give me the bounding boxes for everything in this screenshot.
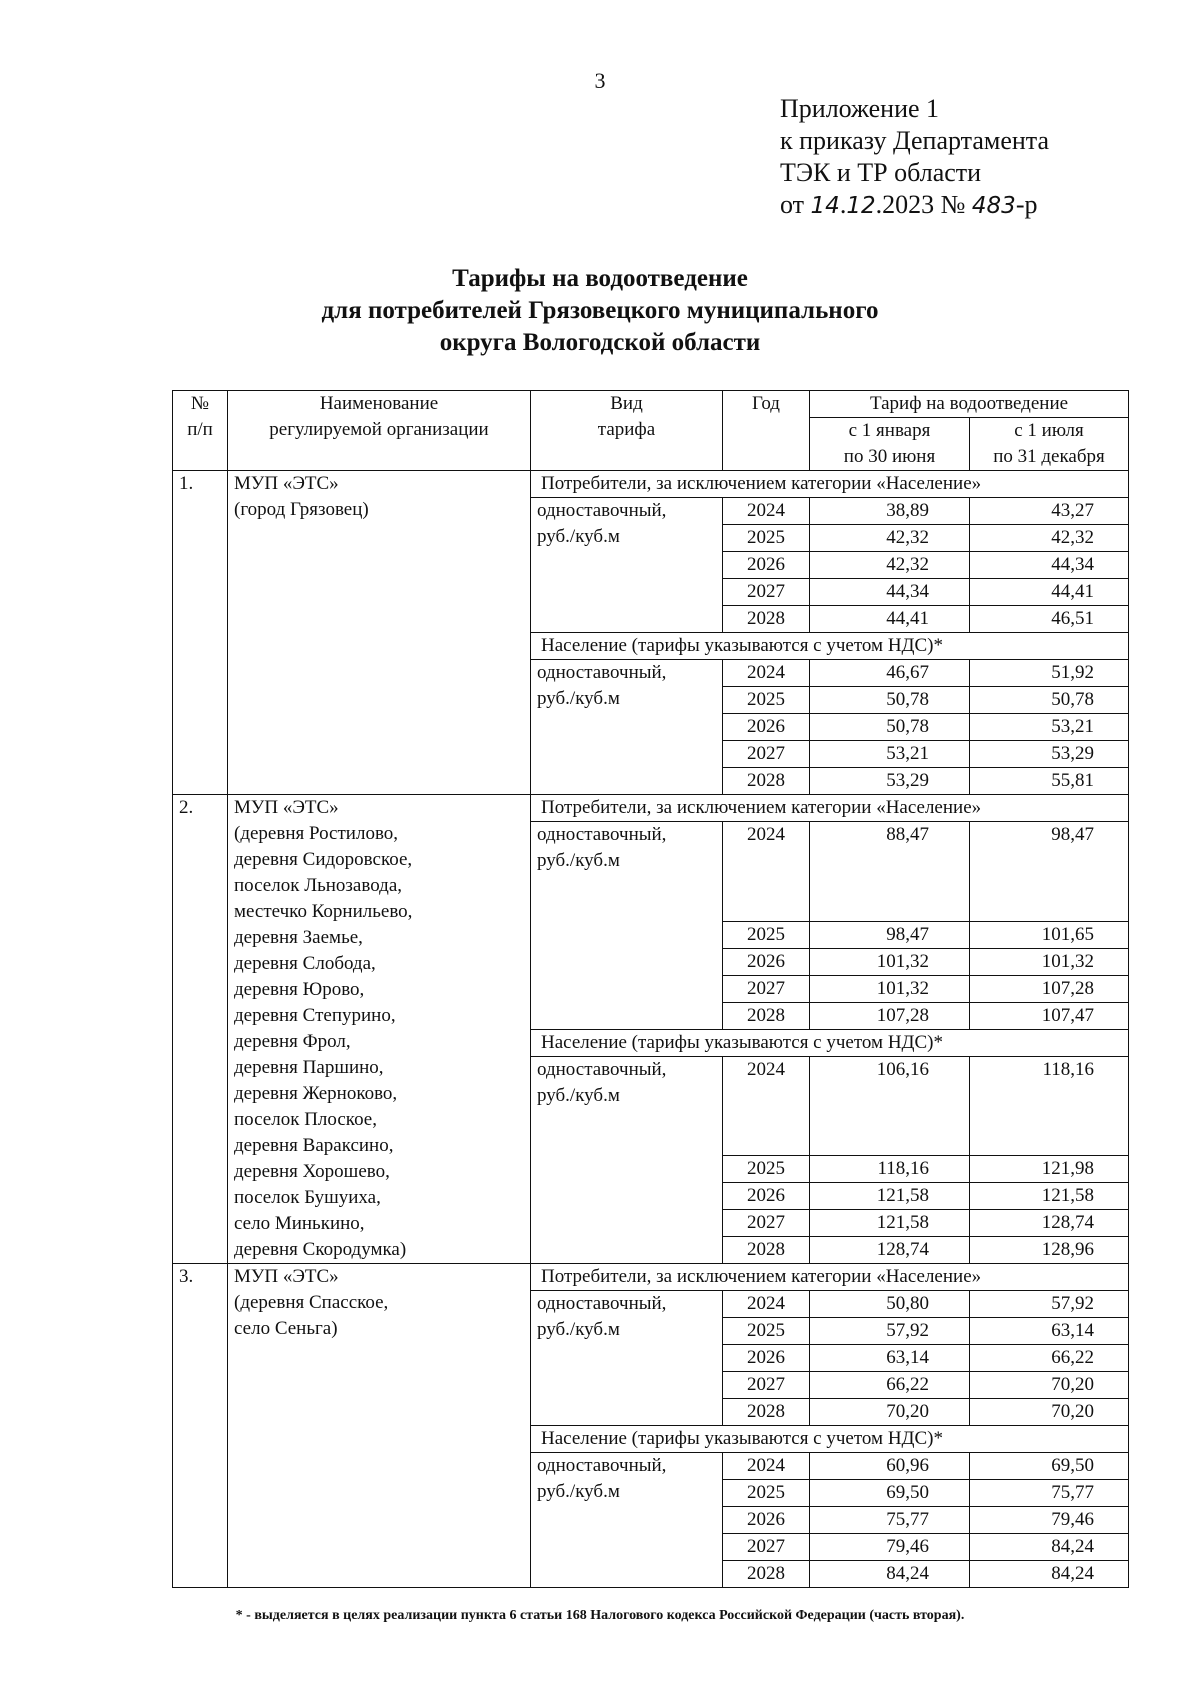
tariff-h2-cell: 98,47 [970, 822, 1129, 922]
category-row [173, 795, 1129, 822]
tariff-h2-cell: 128,74 [970, 1210, 1129, 1237]
tariff-h1-cell: 53,21 [810, 741, 970, 768]
tariff-type [531, 660, 723, 795]
tariff-h2-cell: 53,21 [970, 714, 1129, 741]
year-cell: 2025 [723, 1480, 810, 1507]
tariff-h2-cell: 107,28 [970, 975, 1129, 1002]
org-name [228, 795, 531, 1264]
header-row-1 [173, 391, 1129, 418]
tariff-type-line: руб./куб.м [537, 1481, 620, 1502]
title-line-3: округа Вологодской области [439, 329, 761, 356]
year-cell: 2027 [723, 741, 810, 768]
tariff-h1-cell: 101,32 [810, 975, 970, 1002]
tariff-h1-cell: 79,46 [810, 1534, 970, 1561]
tariff-type-line: руб./куб.м [537, 1084, 620, 1106]
org-name-line: поселок Льнозавода, [234, 875, 403, 896]
year-cell: 2024 [723, 822, 810, 922]
header-num: № п/п [173, 391, 228, 471]
org-name-line: (деревня Спасское, [234, 1292, 389, 1313]
tariff-type-line: руб./куб.м [537, 1319, 620, 1340]
tariff-h2-cell: 128,96 [970, 1237, 1129, 1264]
tariff-type-line: одноставочный, [537, 1293, 667, 1314]
tariff-h1-cell: 128,74 [810, 1237, 970, 1264]
header-type: Вид тарифа [531, 391, 723, 471]
tariff-h1-cell: 107,28 [810, 1002, 970, 1029]
appendix-line-1: Приложение 1 [780, 94, 940, 123]
tariff-h2-cell: 53,29 [970, 741, 1129, 768]
footnote: * - выделяется в целях реализации пункта 6 статьи 168 Налогового кодекса Российской Федерации (часть вторая). [235, 1608, 965, 1623]
tariff-type-line: одноставочный, [537, 662, 667, 683]
org-name-line: (деревня Ростилово, [234, 823, 399, 844]
tariff-h1-cell: 50,78 [810, 687, 970, 714]
tariff-h1-cell: 50,78 [810, 714, 970, 741]
year-cell: 2027 [723, 579, 810, 606]
org-name-line: село Сеньга) [234, 1318, 338, 1339]
tariff-h1-cell: 98,47 [810, 921, 970, 948]
tariff-h1-cell: 60,96 [810, 1453, 970, 1480]
org-name-line: поселок Плоское, [234, 1109, 377, 1130]
tariff-h2-cell: 121,58 [970, 1183, 1129, 1210]
tariff-type-line: одноставочный, [537, 824, 667, 845]
tariff-h2-cell: 84,24 [970, 1534, 1129, 1561]
year-cell: 2026 [723, 1507, 810, 1534]
year-cell: 2024 [723, 498, 810, 525]
year-cell: 2028 [723, 1561, 810, 1588]
year-cell: 2028 [723, 768, 810, 795]
org-name-line: деревня Заемье, [234, 927, 363, 948]
year-cell: 2028 [723, 1399, 810, 1426]
year-cell: 2027 [723, 1372, 810, 1399]
year-cell: 2026 [723, 714, 810, 741]
consumer-category: Население (тарифы указываются с учетом НДС)* [531, 633, 1129, 660]
tariff-h2-cell: 44,34 [970, 552, 1129, 579]
org-name-line: (город Грязовец) [234, 499, 369, 520]
consumer-category: Потребители, за исключением категории «Население» [531, 1264, 1129, 1291]
tariff-type-line: руб./куб.м [537, 688, 620, 709]
year-cell: 2028 [723, 606, 810, 633]
year-cell: 2028 [723, 1002, 810, 1029]
tariff-h1-cell: 57,92 [810, 1318, 970, 1345]
page-number: 3 [594, 68, 606, 93]
tariff-h1-cell: 121,58 [810, 1210, 970, 1237]
year-cell: 2025 [723, 687, 810, 714]
tariff-h2-cell: 79,46 [970, 1507, 1129, 1534]
consumer-category: Население (тарифы указываются с учетом НДС)* [531, 1029, 1129, 1056]
tariff-h2-cell: 84,24 [970, 1561, 1129, 1588]
tariff-h1-cell: 38,89 [810, 498, 970, 525]
tariff-h2-cell: 75,77 [970, 1480, 1129, 1507]
year-cell: 2024 [723, 1453, 810, 1480]
year-cell: 2026 [723, 1345, 810, 1372]
document-title [0, 263, 1200, 359]
tariff-h2-cell: 63,14 [970, 1318, 1129, 1345]
tariff-h1-cell: 88,47 [810, 822, 970, 922]
tariff-h1-cell: 63,14 [810, 1345, 970, 1372]
year-cell: 2024 [723, 1056, 810, 1156]
tariff-h2-cell: 42,32 [970, 525, 1129, 552]
tariff-h2-cell: 69,50 [970, 1453, 1129, 1480]
year-cell: 2025 [723, 1156, 810, 1183]
header-year: Год [723, 391, 810, 471]
tariff-h1-cell: 53,29 [810, 768, 970, 795]
tariff-h2-cell: 107,47 [970, 1002, 1129, 1029]
tariff-h2-cell: 101,65 [970, 921, 1129, 948]
year-cell: 2025 [723, 921, 810, 948]
tariff-type [531, 1056, 723, 1264]
header-org: Наименование регулируемой организации [228, 391, 531, 471]
org-name-line: деревня Юрово, [234, 979, 365, 1000]
tariff-h1-cell: 84,24 [810, 1561, 970, 1588]
tariff-type-line: руб./куб.м [537, 850, 620, 871]
org-name-line: МУП «ЭТС» [234, 797, 339, 818]
year-cell: 2027 [723, 1210, 810, 1237]
tariff-type [531, 1291, 723, 1426]
org-name-line: МУП «ЭТС» [234, 473, 339, 494]
year-cell: 2026 [723, 948, 810, 975]
tariff-h2-cell: 101,32 [970, 948, 1129, 975]
tariff-h1-cell: 101,32 [810, 948, 970, 975]
date-year: .2023 № [875, 190, 966, 219]
tariff-h1-cell: 44,34 [810, 579, 970, 606]
org-number: 2. [173, 795, 228, 1264]
tariff-h1-cell: 75,77 [810, 1507, 970, 1534]
org-name [228, 1264, 531, 1588]
tariff-type-line: одноставочный, [537, 500, 667, 521]
org-name-line: местечко Корнильево, [234, 901, 413, 922]
org-name-line: деревня Жерноково, [234, 1083, 398, 1104]
tariff-h2-cell: 66,22 [970, 1345, 1129, 1372]
tariff-type-line: одноставочный, [537, 1058, 667, 1080]
category-row [173, 471, 1129, 498]
tariff-h1-cell: 121,58 [810, 1183, 970, 1210]
tariff-h1-cell: 42,32 [810, 525, 970, 552]
tariff-h1-cell: 69,50 [810, 1480, 970, 1507]
org-name-line: деревня Паршино, [234, 1057, 384, 1078]
tariff-h2-cell: 121,98 [970, 1156, 1129, 1183]
year-cell: 2027 [723, 975, 810, 1002]
tariff-h2-cell: 50,78 [970, 687, 1129, 714]
tariff-h2-cell: 44,41 [970, 579, 1129, 606]
appendix-line-3: ТЭК и ТР области [780, 158, 982, 187]
handwritten-number: 483 [971, 193, 1016, 219]
tariff-type [531, 822, 723, 1030]
year-cell: 2026 [723, 552, 810, 579]
org-number: 3. [173, 1264, 228, 1588]
header-tariff: Тариф на водоотведение [810, 391, 1129, 418]
tariff-h2-cell: 118,16 [970, 1056, 1129, 1156]
category-row [173, 1264, 1129, 1291]
title-line-2: для потребителей Грязовецкого муниципального [321, 297, 879, 324]
tariff-h2-cell: 51,92 [970, 660, 1129, 687]
org-name-line: поселок Бушуиха, [234, 1187, 381, 1208]
handwritten-month: 12 [846, 193, 876, 219]
tariff-h2-cell: 55,81 [970, 768, 1129, 795]
year-cell: 2024 [723, 660, 810, 687]
tariff-h2-cell: 70,20 [970, 1372, 1129, 1399]
org-name-line: деревня Слобода, [234, 953, 376, 974]
tariff-type-line: одноставочный, [537, 1455, 667, 1476]
consumer-category: Население (тарифы указываются с учетом НДС)* [531, 1426, 1129, 1453]
order-suffix: -р [1015, 190, 1038, 219]
org-name-line: деревня Скородумка) [234, 1239, 407, 1260]
tariff-h1-cell: 118,16 [810, 1156, 970, 1183]
date-prefix: от [780, 190, 805, 219]
tariff-h1-cell: 42,32 [810, 552, 970, 579]
tariff-h2-cell: 57,92 [970, 1291, 1129, 1318]
year-cell: 2026 [723, 1183, 810, 1210]
tariff-h1-cell: 46,67 [810, 660, 970, 687]
consumer-category: Потребители, за исключением категории «Население» [531, 795, 1129, 822]
org-number: 1. [173, 471, 228, 795]
year-cell: 2025 [723, 1318, 810, 1345]
org-name-line: деревня Вараксино, [234, 1135, 394, 1156]
tariff-h1-cell: 106,16 [810, 1056, 970, 1156]
tariff-h1-cell: 50,80 [810, 1291, 970, 1318]
org-name-line: деревня Степурино, [234, 1005, 396, 1026]
consumer-category: Потребители, за исключением категории «Население» [531, 471, 1129, 498]
tariff-h2-cell: 70,20 [970, 1399, 1129, 1426]
tariff-type [531, 1453, 723, 1588]
tariff-type-line: руб./куб.м [537, 526, 620, 547]
tariff-h2-cell: 46,51 [970, 606, 1129, 633]
title-line-1: Тарифы на водоотведение [452, 265, 748, 292]
org-name-line: деревня Фрол, [234, 1031, 351, 1052]
handwritten-day: 14 [810, 193, 840, 219]
year-cell: 2024 [723, 1291, 810, 1318]
year-cell: 2028 [723, 1237, 810, 1264]
year-cell: 2025 [723, 525, 810, 552]
org-name-line: деревня Хорошево, [234, 1161, 390, 1182]
tariff-h1-cell: 44,41 [810, 606, 970, 633]
appendix-date-line: от 14.12.2023 № 483-р [780, 190, 1038, 219]
appendix-block [780, 93, 1049, 222]
org-name-line: МУП «ЭТС» [234, 1266, 339, 1287]
tariff-h1-cell: 70,20 [810, 1399, 970, 1426]
tariff-table [172, 390, 1129, 1588]
year-cell: 2027 [723, 1534, 810, 1561]
header-period-1: с 1 января по 30 июня [810, 418, 970, 471]
org-name [228, 471, 531, 795]
header-period-2: с 1 июля по 31 декабря [970, 418, 1129, 471]
tariff-h1-cell: 66,22 [810, 1372, 970, 1399]
org-name-line: село Минькино, [234, 1213, 365, 1234]
org-name-line: деревня Сидоровское, [234, 849, 413, 870]
appendix-line-2: к приказу Департамента [780, 126, 1050, 155]
tariff-type [531, 498, 723, 633]
tariff-h2-cell: 43,27 [970, 498, 1129, 525]
